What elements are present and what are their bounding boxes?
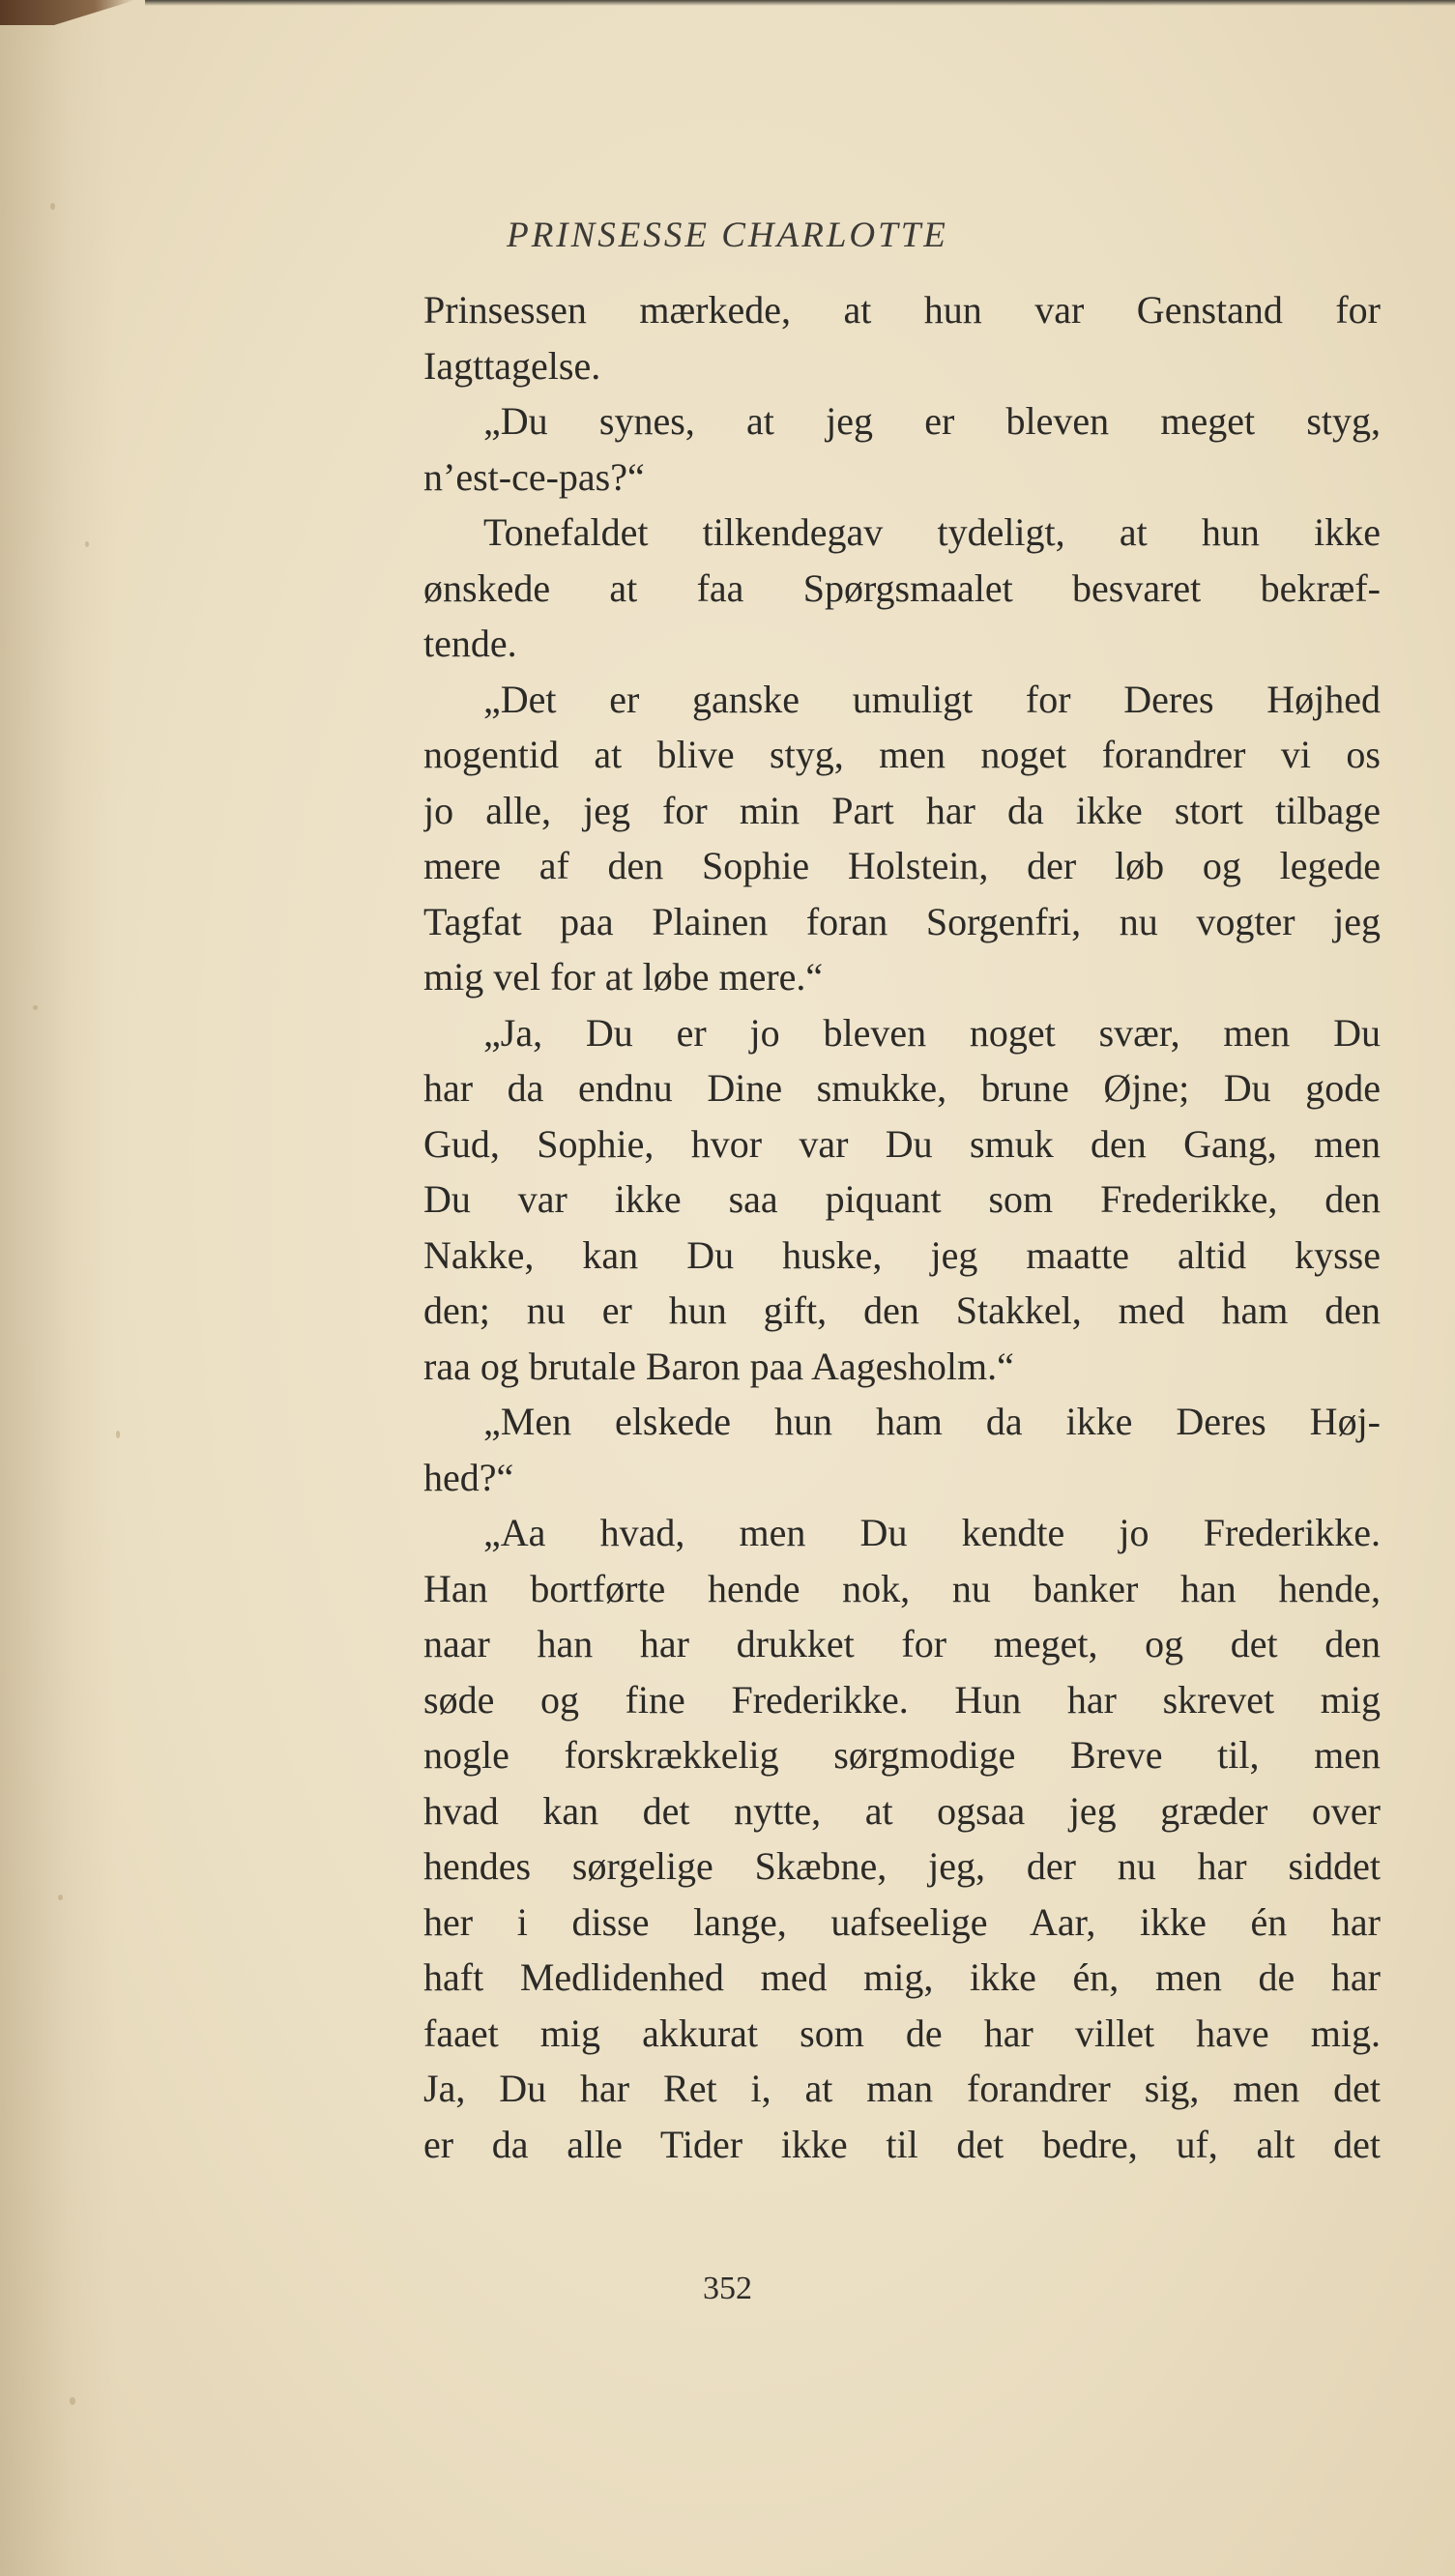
text-line: Tonefaldet tilkendegav tydeligt, at hun ikke: [483, 510, 1381, 554]
text-line: nogentid at blive styg, men noget forandrer vi os: [423, 733, 1381, 776]
text-line: Du var ikke saa piquant som Frederikke, den: [423, 1177, 1381, 1221]
text-line: hed?“: [423, 1455, 514, 1499]
spine-shadow: [0, 0, 116, 2576]
text-line: „Aa hvad, men Du kendte jo Frederikke.: [483, 1511, 1381, 1554]
text-line: raa og brutale Baron paa Aagesholm.“: [423, 1344, 1014, 1388]
text-line: Gud, Sophie, hvor var Du smuk den Gang, men: [423, 1121, 1381, 1166]
text-line: Ja, Du har Ret i, at man forandrer sig, men det: [423, 2067, 1381, 2110]
text-line: faaet mig akkurat som de har villet have mig.: [423, 2011, 1381, 2055]
text-line: mere af den Sophie Holstein, der løb og legede: [423, 844, 1381, 887]
text-line: tende.: [423, 622, 517, 665]
paper-speck: [33, 1005, 38, 1010]
text-line: her i disse lange, uafseelige Aar, ikke én har: [423, 1899, 1381, 1944]
text-line: Prinsessen mærkede, at hun var Genstand for: [423, 288, 1381, 332]
paper-speck: [70, 2397, 75, 2405]
running-header: PRINSESSE CHARLOTTE: [507, 216, 948, 255]
text-line: har da endnu Dine smukke, brune Øjne; Du gode: [423, 1066, 1381, 1110]
text-line: ønskede at faa Spørgsmaalet besvaret bekræf-: [423, 565, 1381, 610]
body-text: [423, 282, 1381, 2172]
paper-speck: [116, 1431, 120, 1438]
text-line: Han bortførte hende nok, nu banker han hende,: [423, 1566, 1381, 1610]
text-line: haft Medlidenhed med mig, ikke én, men de har: [423, 1955, 1381, 1999]
text-line: „Men elskede hun ham da ikke Deres Høj-: [483, 1400, 1381, 1443]
text-line: naar han har drukket for meget, og det den: [423, 1622, 1381, 1665]
text-line: den; nu er hun gift, den Stakkel, med ham den: [423, 1288, 1381, 1332]
text-line: hendes sørgelige Skæbne, jeg, der nu har siddet: [423, 1844, 1381, 1888]
text-line: n’est-ce-pas?“: [423, 454, 645, 499]
text-line: mig vel for at løbe mere.“: [423, 955, 824, 999]
text-line: „Det er ganske umuligt for Deres Højhed: [483, 677, 1381, 721]
text-line: søde og fine Frederikke. Hun har skrevet mig: [423, 1677, 1381, 1722]
paper-speck: [58, 1895, 63, 1900]
text-line: „Ja, Du er jo bleven noget svær, men Du: [483, 1010, 1381, 1055]
text-line: hvad kan det nytte, at ogsaa jeg græder over: [423, 1788, 1381, 1833]
text-line: Iagttagelse.: [423, 343, 601, 388]
text-line: Tagfat paa Plainen foran Sorgenfri, nu vogter jeg: [423, 899, 1381, 943]
text-line: „Du synes, at jeg er bleven meget styg,: [483, 399, 1381, 443]
text-line: nogle forskrækkelig sørgmodige Breve til, men: [423, 1733, 1381, 1777]
page-top-edge: [145, 0, 1455, 6]
text-line: Nakke, kan Du huske, jeg maatte altid kysse: [423, 1232, 1381, 1277]
page-number: 352: [703, 2271, 752, 2306]
paper-speck: [85, 541, 89, 547]
paper-speck: [50, 203, 55, 210]
text-line: er da alle Tider ikke til det bedre, uf, alt det: [423, 2122, 1381, 2166]
text-line: jo alle, jeg for min Part har da ikke stort tilbage: [423, 788, 1381, 832]
